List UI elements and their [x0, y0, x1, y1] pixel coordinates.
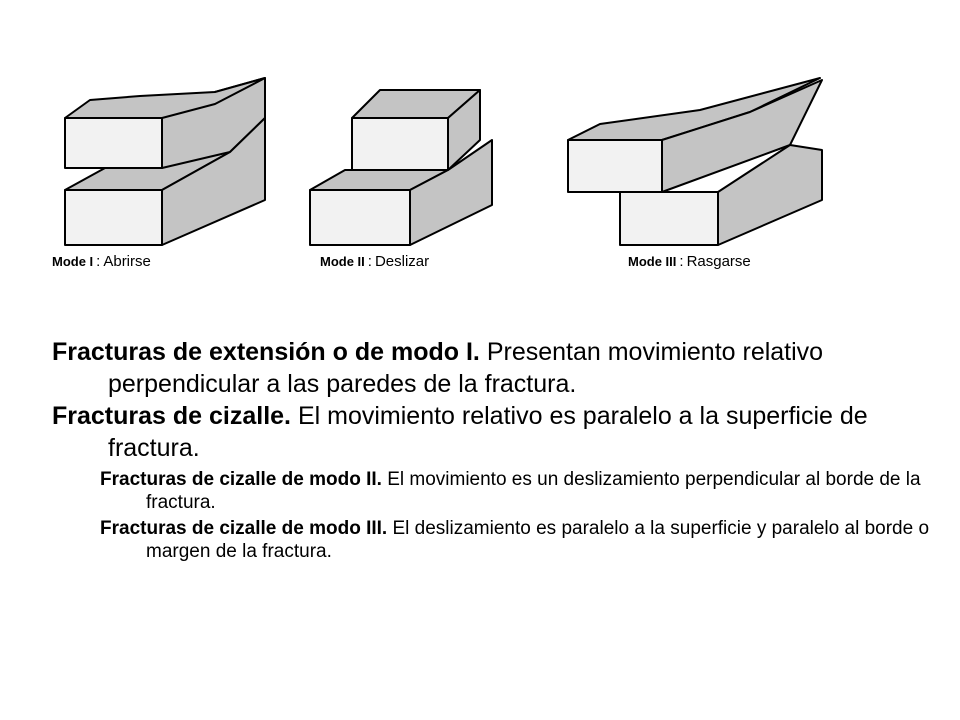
mode-1-separator: :	[96, 253, 101, 270]
mode-3-upper-front	[568, 140, 662, 192]
mode-1-name: Mode I	[52, 254, 94, 269]
paragraph-mode-1-text: Presentan movimiento relativo perpendicular a las paredes de la fractura.	[108, 338, 824, 398]
mode-1-action: Abrirse	[103, 253, 151, 270]
mode-3-name: Mode III	[628, 254, 677, 269]
paragraph-mode-3	[100, 517, 932, 563]
mode-3-block	[568, 78, 822, 245]
paragraph-mode-2-title: Fracturas de cizalle de modo II.	[100, 469, 382, 490]
mode-2-label	[320, 253, 429, 271]
mode-3-separator: :	[679, 253, 684, 270]
mode-2-block	[310, 90, 492, 245]
paragraph-mode-3-title: Fracturas de cizalle de modo III.	[100, 518, 388, 539]
mode-2-upper-front	[352, 118, 448, 170]
paragraph-mode-2	[100, 468, 932, 514]
paragraph-mode-2-text: El movimiento es un deslizamiento perpendicular al borde de la fractura.	[146, 469, 921, 513]
paragraph-mode-3-text: El deslizamiento es paralelo a la superficie y paralelo al borde o margen de la fractura.	[146, 518, 930, 562]
paragraph-shear-text: El movimiento relativo es paralelo a la superficie de fractura.	[108, 402, 868, 462]
mode-3-label	[628, 253, 751, 271]
mode-2-separator: :	[367, 253, 372, 270]
mode-2-action: Deslizar	[374, 253, 430, 270]
paragraph-mode-1	[52, 336, 932, 400]
paragraph-shear	[52, 400, 932, 464]
fracture-modes-diagram	[0, 0, 960, 300]
mode-2-lower-front	[310, 190, 410, 245]
mode-1-lower-front	[65, 190, 162, 245]
mode-2-name: Mode II	[320, 254, 365, 269]
paragraph-shear-title: Fracturas de cizalle.	[52, 402, 292, 430]
mode-3-lower-front	[620, 192, 718, 245]
fracture-description	[52, 336, 932, 563]
mode-3-action: Rasgarse	[686, 253, 751, 270]
paragraph-mode-1-title: Fracturas de extensión o de modo I.	[52, 338, 480, 366]
mode-1-label	[52, 253, 151, 271]
mode-1-upper-front	[65, 118, 162, 168]
mode-1-block	[65, 78, 265, 245]
